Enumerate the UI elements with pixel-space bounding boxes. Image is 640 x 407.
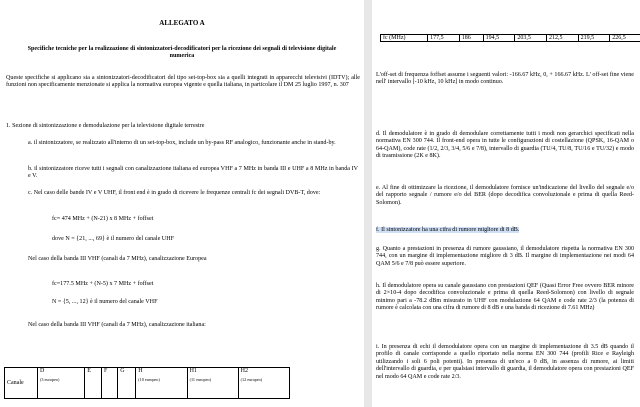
vhf-italian-text: Nel caso della banda III VHF (canali da 7 MHz), canalizzazione italiana: [28, 322, 206, 328]
intro-paragraph: Queste specifiche si applicano sia a sintonizzatori-decodificatori del tipo set-top-box sia a quelli integrati in apparecchi televisivi (IDTV); alle funzioni non specificamente menzionate si applica la normativa europea vigente e quella italiana, in particolare il DM 25 luglio 1997, n. 307 [6, 75, 360, 89]
item-b: b. il sintonizzatore riceve tutti i segnali con canalizzazione italiana ed europea VHF a 7 MHz in banda III e UHF a 8 MHz in banda IV e V. [28, 166, 358, 180]
table-cell: F [102, 368, 118, 399]
item-h: h. Il demodulatore opera su canale gaussiano con prestazioni QEF (Quasi Error Free ovvero BER minore di 2×10-4 dopo decodifica convoluzionale e prima di quella Reed-Solomon) con livello di segnale minimo pari a -78.2 dBm misurato in UHF con modulazione 64 QAM e code rate 2/3 (la potenza di rumore è calcolata con una cifra di rumore di 8 dB e una banda di ricezione di 7.61 MHz) [376, 283, 634, 312]
table-cell: 186 [459, 35, 483, 42]
table-cell: D (3 europeo) [38, 368, 85, 399]
table-cell: 194,5 [483, 35, 515, 42]
table-cell: E [85, 368, 102, 399]
section-1-heading: 1. Sezione di sintonizzazione e demodulazione per la televisione digitale terrestre [6, 123, 205, 129]
formula-uhf-where: dove N = {21, ..., 69} è il numero del canale UHF [52, 236, 174, 242]
selected-text[interactable]: f. Il sintonizzatore ha una cifra di rumore migliore di 8 dB. [376, 227, 520, 233]
table-cell: 212,5 [546, 35, 578, 42]
item-c: c. Nel caso delle bande IV e V UHF, il front end è in grado di ricevere le frequenze centrali fc dei segnali DVB-T, dove: [28, 190, 321, 196]
document-subtitle: Specifiche tecniche per la realizzazione di sintonizzatori-decodificatori per la ricezione dei segnali di televisione digitale numerica [27, 46, 337, 60]
document-title: ALLEGATO A [159, 19, 205, 27]
formula-uhf: fc= 474 MHz + (N-21) x 8 MHz + foffset [52, 216, 154, 222]
document-page-right [372, 0, 640, 407]
table-cell: fc (MHz) [381, 35, 428, 42]
table-row [381, 35, 640, 42]
table-cell: H2 (12 europeo) [238, 368, 289, 399]
formula-vhf: fc=177.5 MHz + (N-5) x 7 MHz + foffset [52, 281, 154, 287]
offset-paragraph: L'off-set di frequenza foffset assume i seguenti valori: -166.67 kHz, 0, + 166.67 kHz. L' off-set fine viene nell' intervallo [-10 kHz, 10 kHz] in modo continuo. [376, 72, 634, 86]
table-cell: H1 (11 europeo) [187, 368, 238, 399]
frequency-table [380, 34, 640, 42]
item-f[interactable] [376, 227, 634, 234]
table-cell: 203,5 [515, 35, 547, 42]
table-cell: 219,5 [578, 35, 610, 42]
table-cell: 177,5 [428, 35, 460, 42]
table-cell: G [118, 368, 136, 399]
table-cell: Canale [5, 368, 38, 399]
table-row [5, 368, 290, 399]
vhf-european-text: Nel caso della banda III VHF (canali da 7 MHz), canalizzazione Europea [28, 256, 207, 262]
item-d: d. Il demodulatore è in grado di demodulare correttamente tutti i modi non gerarchici specificati nella normativa EN 300 744. Il front-end opera in tutte le configurazioni di costellazione (QPSK, 16-QAM o 64-QAM), code rate (1/2, 2/3, 3/4, 5/6 e 7/8), intervallo di guardia (TU/4, TU/8, TU/16 e TU/32) e modo di trasmissione (2K e 8K). [376, 131, 634, 160]
item-a: a. il sintonizzatore, se realizzato all'interno di un set-top-box, include un by-pass RF analogico, funzionante anche in stand-by. [28, 140, 336, 146]
item-e: e. Al fine di ottimizzare la ricezione, il demodulatore fornisce un'indicazione del livello del segnale e/o del rapporto segnale / rumore e/o del BER (dopo decodifica convoluzionale e prima di quella Reed-Solomon). [376, 185, 634, 206]
channel-table [4, 367, 290, 399]
formula-vhf-where: N = {5, ..., 12} è il numero del canale VHF [52, 299, 158, 305]
table-cell: 226,5 [610, 35, 640, 42]
item-g: g. Quanto a prestazioni in presenza di rumore gaussiano, il demodulatore rispetta la normativa EN 300 744, con un margine di implementazione migliore di 3 dB. Il margine di implementazione nei modi 64 QAM 5/6 e 7/8 può essere superiore. [376, 246, 634, 267]
item-i: i. In presenza di echi il demodulatore opera con un margine di implementazione di 3.5 dB quando il profilo di canale corrisponde a quello riportato nella norma EN 300 744 (profili Rice e Rayleigh utilizzando i soli 6 poli potenti). In presenza di un'eco a 0 dB, in assenza di rumore, ai limiti dell'intervallo di guardia, e per qualsiasi intervallo di guardia, il demodulatore opera con prestazioni QEF nel modo 64 QAM e code rate 2/3. [376, 344, 634, 380]
table-cell: H (10 europeo) [136, 368, 187, 399]
